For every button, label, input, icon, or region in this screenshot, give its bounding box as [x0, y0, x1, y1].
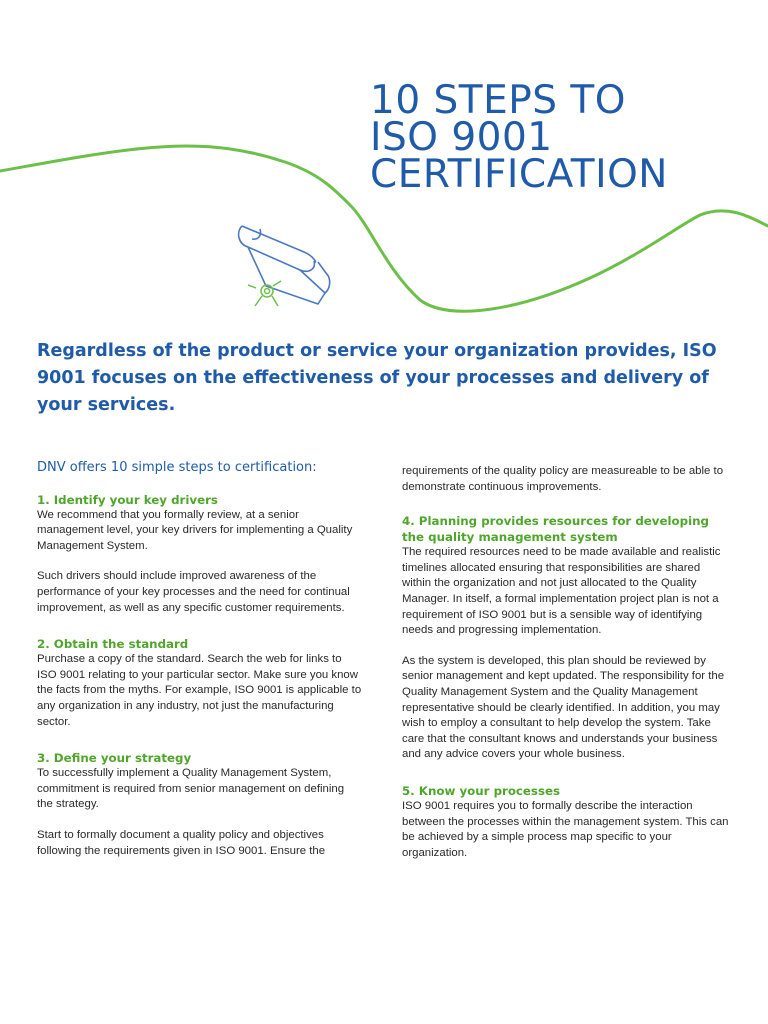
step-4-paragraph-1: The required resources need to be made available and realistic timelines allocated ensuring that responsibilities are shared within the organization and not just allocated to the Quality Manager. In itself, a formal implementation project plan is not a requirement of ISO 9001 but is a sensible way of identifying needs and progressing implementation. — [402, 546, 721, 637]
right-column — [402, 464, 732, 881]
step-5-heading: 5. Know your processes — [402, 783, 560, 798]
steps-lead-text: DNV offers 10 simple steps to certification: — [37, 460, 317, 475]
step-1-paragraph-2: Such drivers should include improved awareness of the performance of your key processes and the need for continual improvement, as well as any specific customer requirements. — [37, 570, 350, 614]
step-5-paragraph-1: ISO 9001 requires you to formally describe the interaction between the processes within the management system. This can be achieved by a simple process map specific to your organization. — [402, 799, 729, 859]
step-3-paragraph-1: To successfully implement a Quality Management System, commitment is required from senior management on defining the strategy. — [37, 767, 345, 811]
title-line-3: CERTIFICATION — [370, 152, 668, 197]
step-5 — [402, 783, 732, 861]
step-3 — [37, 750, 362, 859]
step-3-continuation: requirements of the quality policy are measureable to be able to demonstrate continuous improvements. — [402, 465, 724, 493]
step-3-paragraph-2: Start to formally document a quality policy and objectives following the requirements given in ISO 9001. Ensure the — [37, 828, 326, 857]
step-3-heading: 3. Define your strategy — [37, 751, 192, 766]
ribbon-seal-icon — [248, 281, 281, 306]
step-2-heading: 2. Obtain the standard — [37, 637, 189, 652]
certificate-scroll-icon — [239, 226, 330, 304]
step-4-paragraph-2: As the system is developed, this plan should be reviewed by senior management and kept updated. The responsibility for the Quality Management System and the Quality Management representative should be clearly identified. In addition, you may wish to employ a consultant to help develop the system. Take care that the consultant knows and understands your business and any advice covers your whole business. — [402, 654, 725, 761]
title-line-2: ISO 9001 — [370, 115, 553, 160]
step-4-heading: 4. Planning provides resources for developing the quality management system — [402, 514, 709, 545]
intro-paragraph: Regardless of the product or service your organization provides, ISO 9001 focuses on the effectiveness of your processes and delivery of your services. — [37, 341, 717, 415]
left-column — [37, 460, 362, 879]
step-1-heading: 1. Identify your key drivers — [37, 492, 218, 507]
step-1-paragraph-1: We recommend that you formally review, at a senior management level, your key drivers for implementing a Quality Management System. — [37, 508, 353, 552]
page-title — [370, 78, 668, 197]
step-1 — [37, 492, 362, 617]
title-line-1: 10 STEPS TO — [370, 78, 626, 123]
step-2-paragraph-1: Purchase a copy of the standard. Search the web for links to ISO 9001 relating to your particular sector. Make sure you know the facts from the myths. For example, ISO 9001 is applicable to any organization in any industry, not just the manufacturing sector. — [37, 653, 362, 728]
step-4 — [402, 513, 732, 763]
step-2 — [37, 636, 362, 730]
